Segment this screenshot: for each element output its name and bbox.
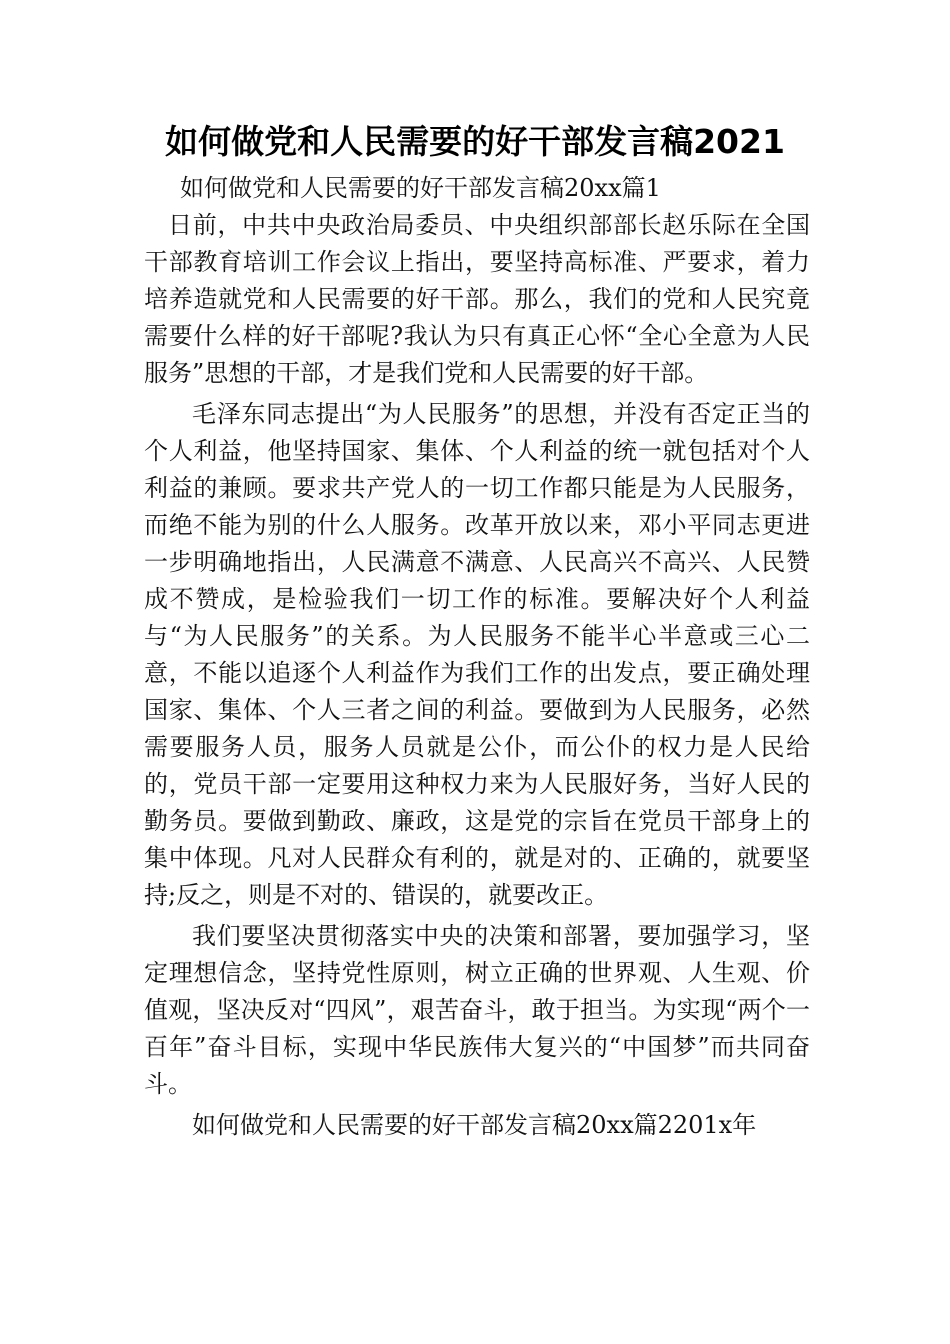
section-heading: 如何做党和人民需要的好干部发言稿20xx篇1 <box>180 174 661 202</box>
document-body <box>144 170 810 1144</box>
paragraph-1: 日前，中共中央政治局委员、中央组织部部长赵乐际在全国干部教育培训工作会议上指出，要坚持高标准、严要求，着力培养造就党和人民需要的好干部。那么，我们的党和人民究竟需要什么样的好干部呢?我认为只有真正心怀“全心全意为人民服务”思想的干部，才是我们党和人民需要的好干部。 <box>144 211 810 387</box>
paragraph-3: 我们要坚决贯彻落实中央的决策和部署，要加强学习，坚定理想信念，坚持党性原则，树立正确的世界观、人生观、价值观，坚决反对“四风”，艰苦奋斗，敢于担当。为实现“两个一百年”奋斗目标，实现中华民族伟大复兴的“中国梦”而共同奋斗。 <box>144 922 810 1098</box>
paragraph-4: 如何做党和人民需要的好干部发言稿20xx篇2201x年 <box>192 1111 757 1139</box>
paragraph-2: 毛泽东同志提出“为人民服务”的思想，并没有否定正当的个人利益，他坚持国家、集体、个人利益的统一就包括对个人利益的兼顾。要求共产党人的一切工作都只能是为人民服务，而绝不能为别的什么人服务。改革开放以来，邓小平同志更进一步明确地指出，人民满意不满意、人民高兴不高兴、人民赞成不赞成，是检验我们一切工作的标准。要解决好个人利益与“为人民服务”的关系。为人民服务不能半心半意或三心二意，不能以追逐个人利益作为我们工作的出发点，要正确处理国家、集体、个人三者之间的利益。要做到为人民服务，必然需要服务人员，服务人员就是公仆，而公仆的权力是人民给的，党员干部一定要用这种权力来为人民服好务，当好人民的勤务员。要做到勤政、廉政，这是党的宗旨在党员干部身上的集中体现。凡对人民群众有利的，就是对的、正确的，就要坚持;反之，则是不对的、错误的，就要改正。 <box>144 400 810 909</box>
document-title: 如何做党和人民需要的好干部发言稿2021 <box>165 122 785 161</box>
